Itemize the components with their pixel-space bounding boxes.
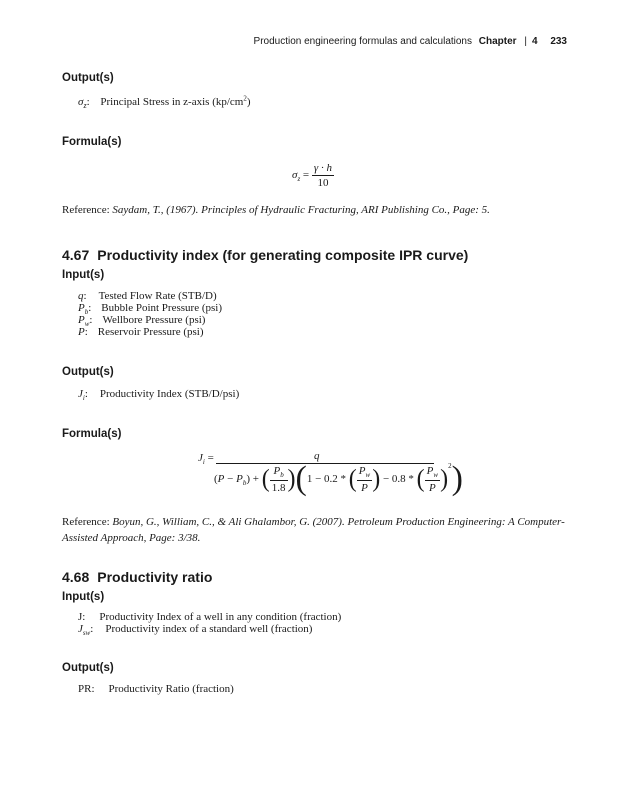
input-sym: q <box>78 290 84 302</box>
input-desc: Bubble Point Pressure (psi) <box>101 302 222 314</box>
output-item: PR: Productivity Ratio (fraction) <box>78 683 234 695</box>
formula-lhs-sub: z <box>297 175 301 184</box>
section-4-67-title <box>62 247 468 263</box>
formula-sigma-z <box>292 162 334 189</box>
input-item: $J_{sw}$: Productivity index of a standard well (fraction) <box>78 623 313 638</box>
input-heading-468: Input(s) <box>62 591 105 603</box>
chapter-number: 4 <box>531 36 538 47</box>
output-sym: PR <box>78 683 92 695</box>
chapter-label: Chapter <box>478 36 517 47</box>
formula-heading-467: Formula(s) <box>62 428 122 440</box>
output-desc: Productivity Index (STB/D/psi) <box>99 388 240 400</box>
sigma-sub: z <box>83 100 87 110</box>
input-desc: Productivity index of a standard well (fraction) <box>105 623 313 635</box>
formula-lhs: $J_i$ = <box>198 452 214 467</box>
running-title: Production engineering formulas and calculations <box>253 36 472 47</box>
running-header <box>254 36 567 47</box>
input-desc: Productivity Index of a well in any condition (fraction) <box>99 611 342 623</box>
output-item-sigma: $\sigma_z$: Principal Stress in z-axis $(kp/cm^2)$ <box>78 94 251 110</box>
input-desc: Reservoir Pressure (psi) <box>97 326 204 338</box>
input-item: J: Productivity Index of a well in any condition (fraction) <box>78 611 342 623</box>
input-item: q: Tested Flow Rate (STB/D) <box>78 290 217 302</box>
section-number: 4.68 <box>62 569 90 585</box>
formula-lhs: σ <box>292 169 298 182</box>
reference-467: Reference: Boyun, G., William, C., & Ali Ghalambor, G. (2007). Petroleum Production Engineering: A Computer-Assisted Approach, Page: 3/38. <box>62 516 565 544</box>
input-desc: Wellbore Pressure (psi) <box>102 314 206 326</box>
section-title: Productivity index (for generating composite IPR curve) <box>97 247 469 263</box>
input-sym: J <box>78 611 83 623</box>
sigma-symbol: σ <box>78 95 84 108</box>
output-heading-top: Output(s) <box>62 72 114 84</box>
input-item: $P_w$: Wellbore Pressure (psi) <box>78 314 206 329</box>
formula-numerator: q <box>314 450 320 462</box>
reference-top <box>62 202 582 218</box>
section-number: 4.67 <box>62 247 90 263</box>
reference-text: Saydam, T., (1967). Principles of Hydraulic Fracturing, ARI Publishing Co., Page: 5. <box>112 204 490 216</box>
formula-denominator: $(P - P_b)$ + ( $\frac{P_b}{1.8}$ )(1 − 0.2 * ( $\frac{P_w}{P}$ ) − 0.8 * ( $\frac{P_w}{P}$ )$^2$) <box>214 460 463 498</box>
section-4-68-title <box>62 569 212 585</box>
reference-prefix: Reference: <box>62 204 110 216</box>
header-separator: | <box>524 36 527 47</box>
formula-heading-top: Formula(s) <box>62 136 122 148</box>
sigma-desc: Principal Stress in z-axis (kp/cm <box>100 95 244 108</box>
input-sym: P <box>78 302 85 314</box>
section-title: Productivity ratio <box>97 569 213 585</box>
reference-text: Boyun, G., William, C., & Ali Ghalambor, G. (2007). Petroleum Production Engineering: A Computer-Assisted Approach, Page: 3/38. <box>62 516 565 544</box>
input-sym: P <box>78 326 85 338</box>
formula-numerator: γ · h <box>313 162 332 174</box>
output-sym: J <box>78 388 83 400</box>
output-heading-467: Output(s) <box>62 366 114 378</box>
output-desc: Productivity Ratio (fraction) <box>108 683 234 695</box>
page-number: 233 <box>550 36 567 47</box>
input-item: $P_b$: Bubble Point Pressure (psi) <box>78 302 222 317</box>
input-item: P: Reservoir Pressure (psi) <box>78 326 204 338</box>
formula-eq: = <box>302 169 310 182</box>
sigma-desc-sup: 2 <box>243 94 247 102</box>
input-desc: Tested Flow Rate (STB/D) <box>98 290 217 302</box>
output-item: $J_i$: Productivity Index (STB/D/psi) <box>78 388 240 403</box>
formula-denominator: 10 <box>317 177 329 189</box>
input-sym: J <box>78 623 83 635</box>
sigma-desc-end: ) <box>246 95 251 108</box>
input-heading-467: Input(s) <box>62 269 105 281</box>
input-sym: P <box>78 314 85 326</box>
output-heading-468: Output(s) <box>62 662 114 674</box>
